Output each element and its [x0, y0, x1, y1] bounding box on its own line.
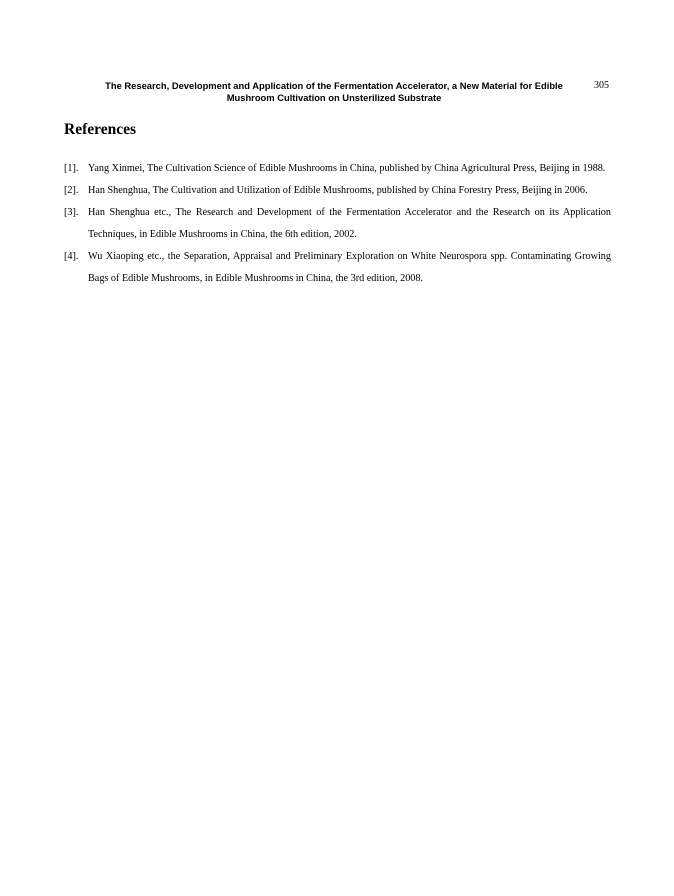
references-heading: References [64, 121, 137, 138]
running-header-title [78, 80, 590, 104]
reference-number: [1]. [64, 163, 79, 174]
running-header-line-2: Mushroom Cultivation on Unsterilized Substrate [226, 92, 442, 103]
running-header [78, 80, 618, 110]
reference-number: [3]. [64, 207, 79, 218]
running-header-line-1: The Research, Development and Application of the Fermentation Accelerator, a New Material for Edible [105, 80, 563, 91]
reference-item [64, 202, 611, 246]
reference-text: Yang Xinmei, The Cultivation Science of Edible Mushrooms in China, published by China Agricultural Press, Beijing in 1988. [88, 163, 606, 174]
reference-text: Wu Xiaoping etc., the Separation, Appraisal and Preliminary Exploration on White Neurospora spp. Contaminating Growing Bags of Edible Mushrooms, in Edible Mushrooms in China, the 3rd edition, 2008. [88, 251, 611, 284]
reference-item [64, 246, 611, 290]
reference-number: [2]. [64, 185, 79, 196]
reference-item [64, 158, 611, 180]
reference-item [64, 180, 611, 202]
page-number: 305 [594, 80, 609, 91]
reference-list [64, 158, 611, 290]
reference-text: Han Shenghua, The Cultivation and Utilization of Edible Mushrooms, published by China Forestry Press, Beijing in 2006. [88, 185, 588, 196]
reference-number: [4]. [64, 251, 79, 262]
reference-text: Han Shenghua etc., The Research and Development of the Fermentation Accelerator and the Research on its Application Techniques, in Edible Mushrooms in China, the 6th edition, 2002. [88, 207, 611, 240]
